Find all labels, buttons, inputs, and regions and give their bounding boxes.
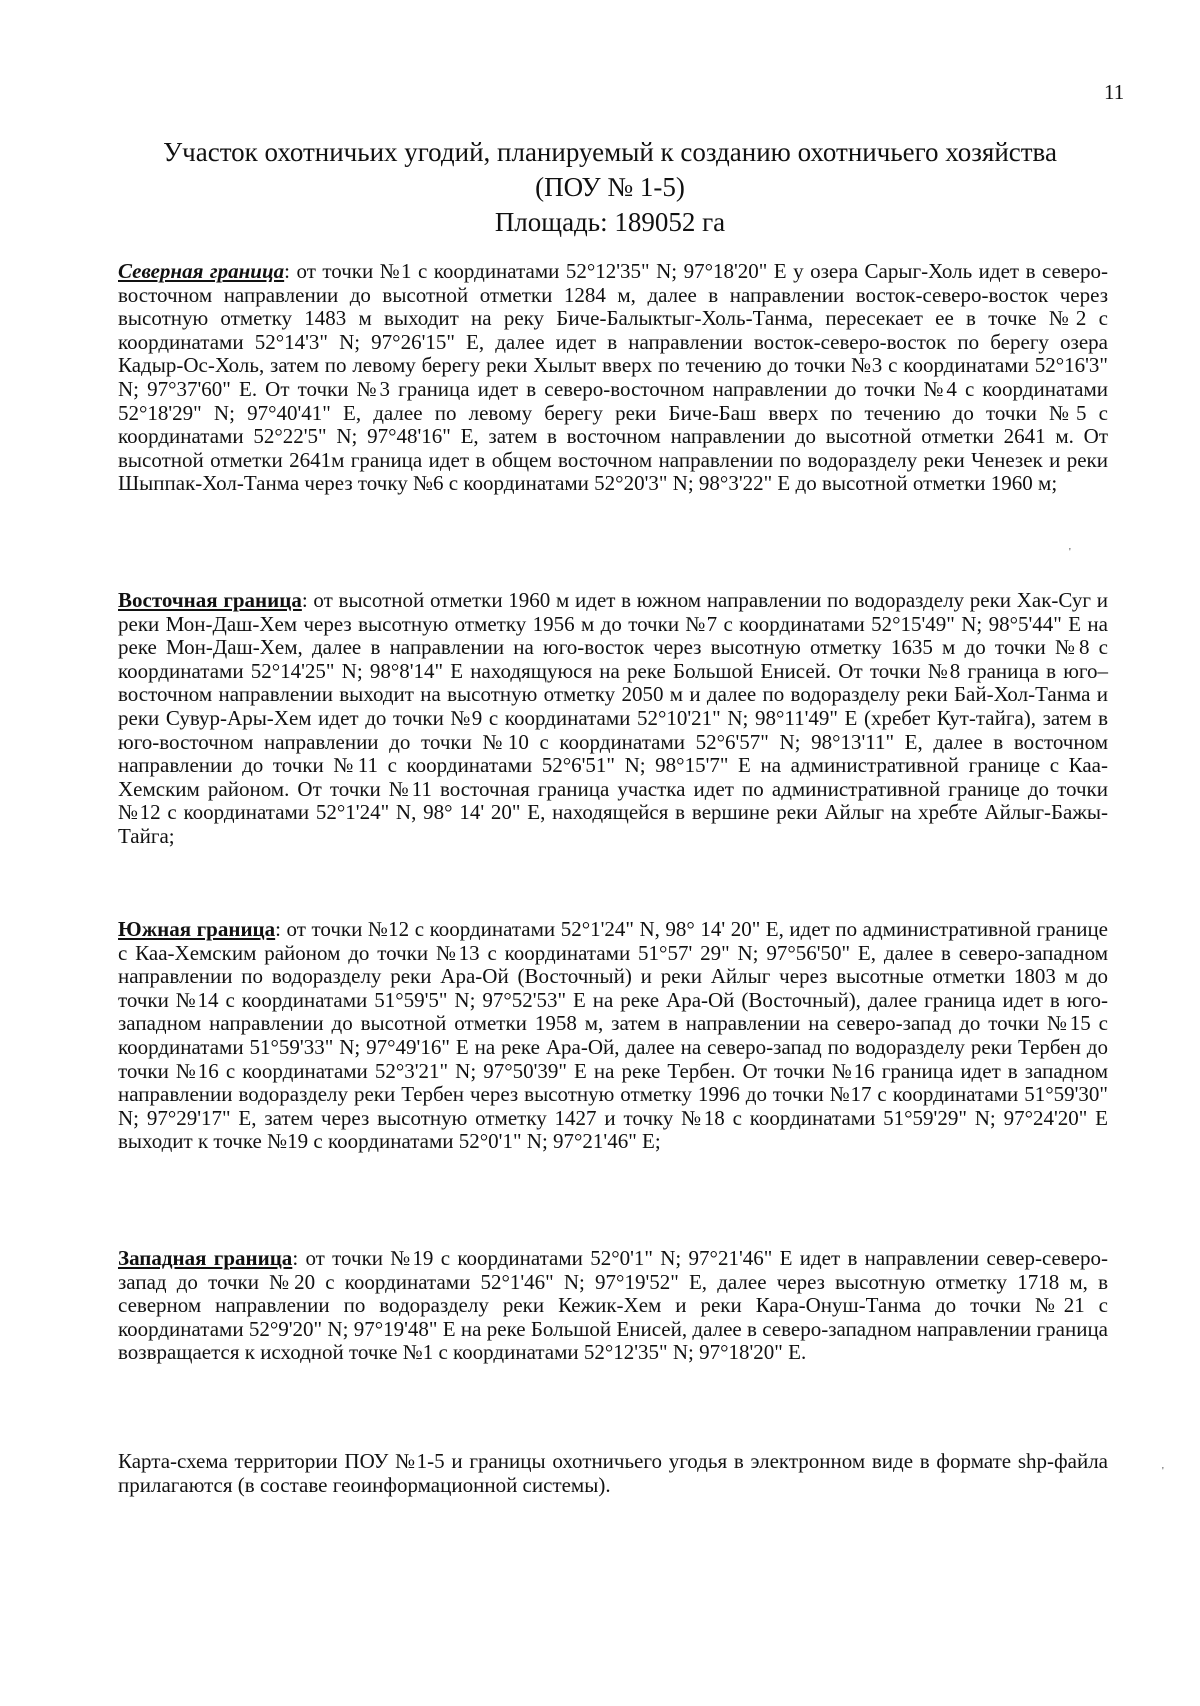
north-boundary-paragraph [118,260,1108,496]
title-line-3: Площадь: 189052 га [494,207,726,237]
south-boundary-heading: Южная граница [118,917,276,941]
title-line-1: Участок охотничьих угодий, планируемый к созданию охотничьего хозяйства [163,137,1057,167]
map-note-paragraph [118,1450,1108,1497]
west-boundary-text: : от точки №19 с координатами 52°0'1" N; 97°21'46" Е идет в направлении север-северо-запад до точки №20 с координатами 52°1'46" N; 97°19'52" Е, далее через высотную отметку 1718 м, в северном направлении по водоразделу реки Кежик-Хем и реки Кара-Онуш-Танма до точки №21 с координатами 52°9'20" N; 97°19'48" Е на реке Большой Енисей, далее в северо-западном направлении граница возвращается к исходной точке №1 с координатами 52°12'35" N; 97°18'20" Е. [118,1246,1108,1365]
east-boundary-heading: Восточная граница [118,588,302,612]
north-boundary-text: : от точки №1 с координатами 52°12'35" N; 97°18'20" Е у озера Сарыг-Холь идет в северо-восточном направлении до высотной отметки 1284 м, далее в направлении восток-северо-восток через высотную отметку 1483 м выходит на реку Биче-Балыктыг-Холь-Танма, пересекает ее в точке №2 с координатами 52°14'3" N; 97°26'15" Е, далее идет в направлении восток-северо-восток по берегу озера Кадыр-Ос-Холь, затем по левому берегу реки Хылыт вверх по течению до точки №3 с координатами 52°16'3" N; 97°37'60" Е. От точки №3 граница идет в северо-восточном направлении до точки №4 с координатами 52°18'29" N; 97°40'41" Е, далее по левому берегу реки Биче-Баш вверх по течению до точки №5 с координатами 52°22'5" N; 97°48'16" Е, затем в восточном направлении до высотной отметки 2641 м. От высотной отметки 2641м граница идет в общем восточном направлении по водоразделу реки Ченезек и реки Шыппак-Хол-Танма через точку №6 с координатами 52°20'3" N; 98°3'22" Е до высотной отметки 1960 м; [118,259,1108,496]
document-title [110,135,1110,240]
west-boundary-paragraph [118,1247,1108,1365]
east-boundary-paragraph [118,589,1108,849]
scan-speck: ' [1069,547,1071,558]
south-boundary-text: : от точки №12 с координатами 52°1'24" N, 98° 14' 20" Е, идет по административной границе с Каа-Хемским районом до точки №13 с координатами 51°57' 29" N; 97°56'50" Е, далее в северо-западном направлении по водоразделу реки Ара-Ой (Восточный) и реки Айлыг через высотные отметки 1803 м до точки №14 с координатами 51°59'5" N; 97°52'53" Е на реке Ара-Ой (Восточный), далее граница идет в юго-западном направлении до высотной отметки 1958 м, затем в направлении на северо-запад до точки №15 с координатами 51°59'33" N; 97°49'16" Е на реке Ара-Ой, далее на северо-запад по водоразделу реки Тербен до точки №16 с координатами 52°3'21" N; 97°50'39" Е на реке Тербен. От точки №16 граница идет в западном направлении водоразделу реки Тербен через высотную отметку 1996 до точки №17 с координатами 51°59'30" N; 97°29'17" Е, затем через высотную отметку 1427 и точку №18 с координатами 51°59'29" N; 97°24'20" Е выходит к точке №19 с координатами 52°0'1" N; 97°21'46" Е; [118,917,1109,1154]
map-note-text: Карта-схема территории ПОУ №1-5 и границы охотничьего угодья в электронном виде в формате shp-файла прилагаются (в составе геоинформационной системы). [118,1449,1108,1497]
west-boundary-heading: Западная граница [118,1246,293,1270]
scan-speck: ' [1162,1466,1164,1477]
title-line-2: (ПОУ № 1-5) [535,172,685,202]
south-boundary-paragraph [118,918,1108,1154]
north-boundary-heading: Северная граница [118,259,285,283]
page-number: 11 [1104,80,1125,104]
east-boundary-text: : от высотной отметки 1960 м идет в южном направлении по водоразделу реки Хак-Суг и реки Мон-Даш-Хем через высотную отметку 1956 м до точки №7 с координатами 52°15'49" N; 98°5'44" Е на реке Мон-Даш-Хем, далее в направлении на юго-восток через высотную отметку 1635 м до точки №8 с координатами 52°14'25" N; 98°8'14" Е находящуюся на реке Большой Енисей. От точки №8 граница в юго–восточном направлении выходит на высотную отметку 2050 м и далее по водоразделу реки Бай-Хол-Танма и реки Сувур-Ары-Хем идет до точки №9 с координатами 52°10'21" N; 98°11'49" Е (хребет Кут-тайга), затем в юго-восточном направлении до точки №10 с координатами 52°6'57" N; 98°13'11" Е, далее в восточном направлении до точки №11 с координатами 52°6'51" N; 98°15'7" Е на административной границе с Каа-Хемским районом. От точки №11 восточная граница участка идет по административной границе до точки №12 с координатами 52°1'24" N, 98° 14' 20" Е, находящейся в вершине реки Айлыг на хребте Айлыг-Бажы-Тайга; [118,588,1108,848]
